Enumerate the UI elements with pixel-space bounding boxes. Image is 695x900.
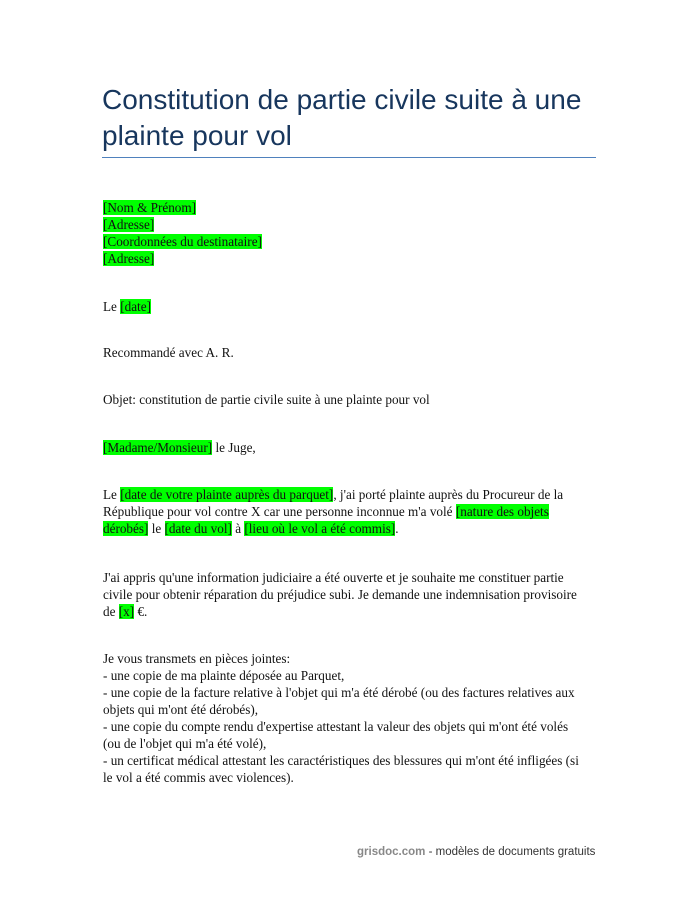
sender-block (103, 199, 603, 267)
text: . (395, 521, 399, 536)
text: Le (103, 487, 121, 502)
subject-line: Objet: constitution de partie civile suite à une plainte pour vol (103, 392, 430, 407)
attachment-item: objets qui m'ont été dérobés), (103, 702, 259, 717)
attachment-item: - un certificat médical attestant les caractéristiques des blessures qui m'ont été infligées (si (103, 753, 579, 768)
date-field[interactable]: [date] (120, 299, 151, 314)
attachments-intro: Je vous transmets en pièces jointes: (103, 651, 291, 666)
text: République pour vol contre X car une personne inconnue m'a volé (103, 504, 456, 519)
text: à (231, 521, 245, 536)
text: J'ai appris qu'une information judiciaire a été ouverte et je souhaite me constituer partie (103, 570, 564, 585)
date-prefix: Le (103, 299, 121, 314)
recipient-coordinates-field[interactable]: [Coordonnées du destinataire] (103, 234, 262, 249)
stolen-items-field-cont[interactable]: dérobés] (103, 521, 149, 536)
recipient-address-field[interactable]: [Adresse] (103, 251, 155, 266)
salutation (103, 439, 603, 456)
paragraph-indemnity (103, 569, 603, 620)
sender-name-field[interactable]: [Nom & Prénom] (103, 200, 197, 215)
attachment-item: - une copie du compte rendu d'expertise attestant la valeur des objets qui m'ont été volés (103, 719, 569, 734)
attachment-item: le vol a été commis avec violences). (103, 770, 294, 785)
text: , j'ai porté plainte auprès du Procureur de la (333, 487, 564, 502)
attachment-item: (ou de l'objet qui m'a été volé), (103, 736, 267, 751)
complaint-date-field[interactable]: [date de votre plainte auprès du parquet] (120, 487, 334, 502)
text: le (148, 521, 165, 536)
text: de (103, 604, 119, 619)
document-title: Constitution de partie civile suite à une plainte pour vol (102, 84, 582, 151)
theft-date-field[interactable]: [date du vol] (164, 521, 232, 536)
stolen-items-field[interactable]: [nature des objets (455, 504, 549, 519)
text: €. (134, 604, 148, 619)
amount-field[interactable]: [x] (118, 604, 135, 619)
footer (357, 846, 595, 858)
date-line (103, 298, 603, 315)
footer-text: - modèles de documents gratuits (425, 846, 596, 858)
theft-location-field[interactable]: [lieu où le vol a été commis] (244, 521, 396, 536)
salutation-text: le Juge, (212, 440, 256, 455)
attachment-item: - une copie de ma plainte déposée au Parquet, (103, 668, 345, 683)
sender-address-field[interactable]: [Adresse] (103, 217, 155, 232)
footer-site-link[interactable]: grisdoc.com (357, 846, 426, 858)
recommande-line: Recommandé avec A. R. (103, 345, 234, 360)
paragraph-attachments (103, 650, 603, 786)
text: civile pour obtenir réparation du préjudice subi. Je demande une indemnisation provisoire (103, 587, 577, 602)
title-divider (102, 157, 596, 158)
paragraph-complaint (103, 486, 603, 537)
salutation-field[interactable]: [Madame/Monsieur] (103, 440, 213, 455)
attachment-item: - une copie de la facture relative à l'objet qui m'a été dérobé (ou des factures relatives aux (103, 685, 575, 700)
